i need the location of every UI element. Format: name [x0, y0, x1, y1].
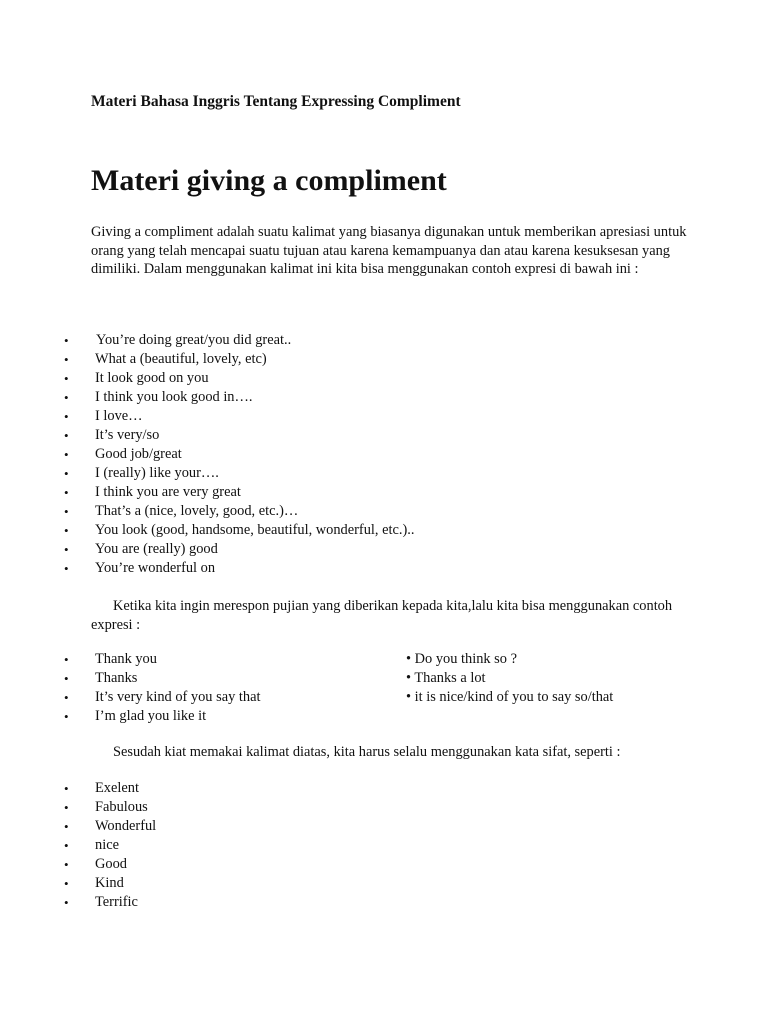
bullet-icon: •: [64, 819, 69, 834]
giving-expression-item-text: You are (really) good: [95, 541, 218, 557]
bullet-icon: •: [64, 504, 69, 519]
bullet-icon: •: [64, 652, 69, 667]
giving-expression-item-text: You’re doing great/you did great..: [96, 332, 292, 348]
adjective-item-text: Good: [95, 856, 127, 872]
bullet-icon: •: [64, 857, 69, 872]
adjective-item-text: Fabulous: [95, 799, 148, 815]
response-item-text: Thank you: [95, 651, 157, 667]
section-heading: Materi giving a compliment: [91, 164, 447, 197]
bullet-icon: •: [64, 690, 69, 705]
intro-paragraph: Giving a compliment adalah suatu kalimat yang biasanya digunakan untuk memberikan apresiasi untuk orang yang telah mencapai suatu tujuan atau karena kemampuanya dan atau karena kesuksesan yang dimiliki. Dalam menggunakan kalimat ini kita bisa menggunakan contoh expresi di bawah ini :: [91, 224, 687, 278]
response-item-text: I’m glad you like it: [95, 708, 207, 724]
giving-expression-item-text: That’s a (nice, lovely, good, etc.)…: [95, 503, 299, 519]
adjective-item-text: Wonderful: [95, 818, 157, 834]
response-item-text: Thanks: [95, 670, 138, 686]
adjective-intro-paragraph: Sesudah kiat memakai kalimat diatas, kita harus selalu menggunakan kata sifat, seperti :: [113, 744, 621, 760]
giving-expression-item-text: Good job/great: [95, 446, 182, 462]
giving-expression-item-text: It look good on you: [95, 370, 209, 386]
giving-expression-item-text: I think you look good in….: [95, 389, 253, 405]
giving-expression-item-text: You’re wonderful on: [95, 560, 216, 576]
bullet-icon: •: [64, 542, 69, 557]
response-item-right: • Thanks a lot: [406, 670, 486, 686]
bullet-icon: •: [64, 838, 69, 853]
response-item-text: It’s very kind of you say that: [95, 689, 261, 705]
bullet-icon: •: [64, 485, 69, 500]
bullet-icon: •: [64, 709, 69, 724]
response-item-right: • it is nice/kind of you to say so/that: [406, 689, 614, 705]
bullet-icon: •: [64, 409, 69, 424]
response-item-right: • Do you think so ?: [406, 651, 517, 667]
response-list-right: [406, 650, 613, 707]
adjective-item-text: Kind: [95, 875, 124, 891]
bullet-icon: •: [64, 352, 69, 367]
bullet-icon: •: [64, 876, 69, 891]
bullet-icon: •: [64, 447, 69, 462]
giving-expression-item-text: It’s very/so: [95, 427, 160, 443]
bullet-icon: •: [64, 428, 69, 443]
adjective-item-text: nice: [95, 837, 119, 853]
giving-expression-item-text: I think you are very great: [95, 484, 241, 500]
document-title: Materi Bahasa Inggris Tentang Expressing Compliment: [91, 93, 461, 110]
bullet-icon: •: [64, 800, 69, 815]
giving-expression-item-text: What a (beautiful, lovely, etc): [95, 351, 267, 367]
bullet-icon: •: [64, 781, 69, 796]
response-intro-paragraph: Ketika kita ingin merespon pujian yang diberikan kepada kita,lalu kita bisa menggunakan contoh expresi :: [91, 598, 673, 633]
giving-expression-item-text: I (really) like your….: [95, 465, 219, 481]
bullet-icon: •: [64, 895, 69, 910]
adjective-item-text: Exelent: [95, 780, 139, 796]
bullet-icon: •: [64, 523, 69, 538]
giving-expression-item-text: You look (good, handsome, beautiful, wonderful, etc.)..: [95, 522, 415, 538]
adjective-item-text: Terrific: [95, 894, 138, 910]
giving-expression-item-text: I love…: [95, 408, 143, 424]
bullet-icon: •: [64, 561, 69, 576]
bullet-icon: •: [64, 466, 69, 481]
bullet-icon: •: [64, 671, 69, 686]
bullet-icon: •: [64, 333, 69, 348]
bullet-icon: •: [64, 371, 69, 386]
bullet-icon: •: [64, 390, 69, 405]
